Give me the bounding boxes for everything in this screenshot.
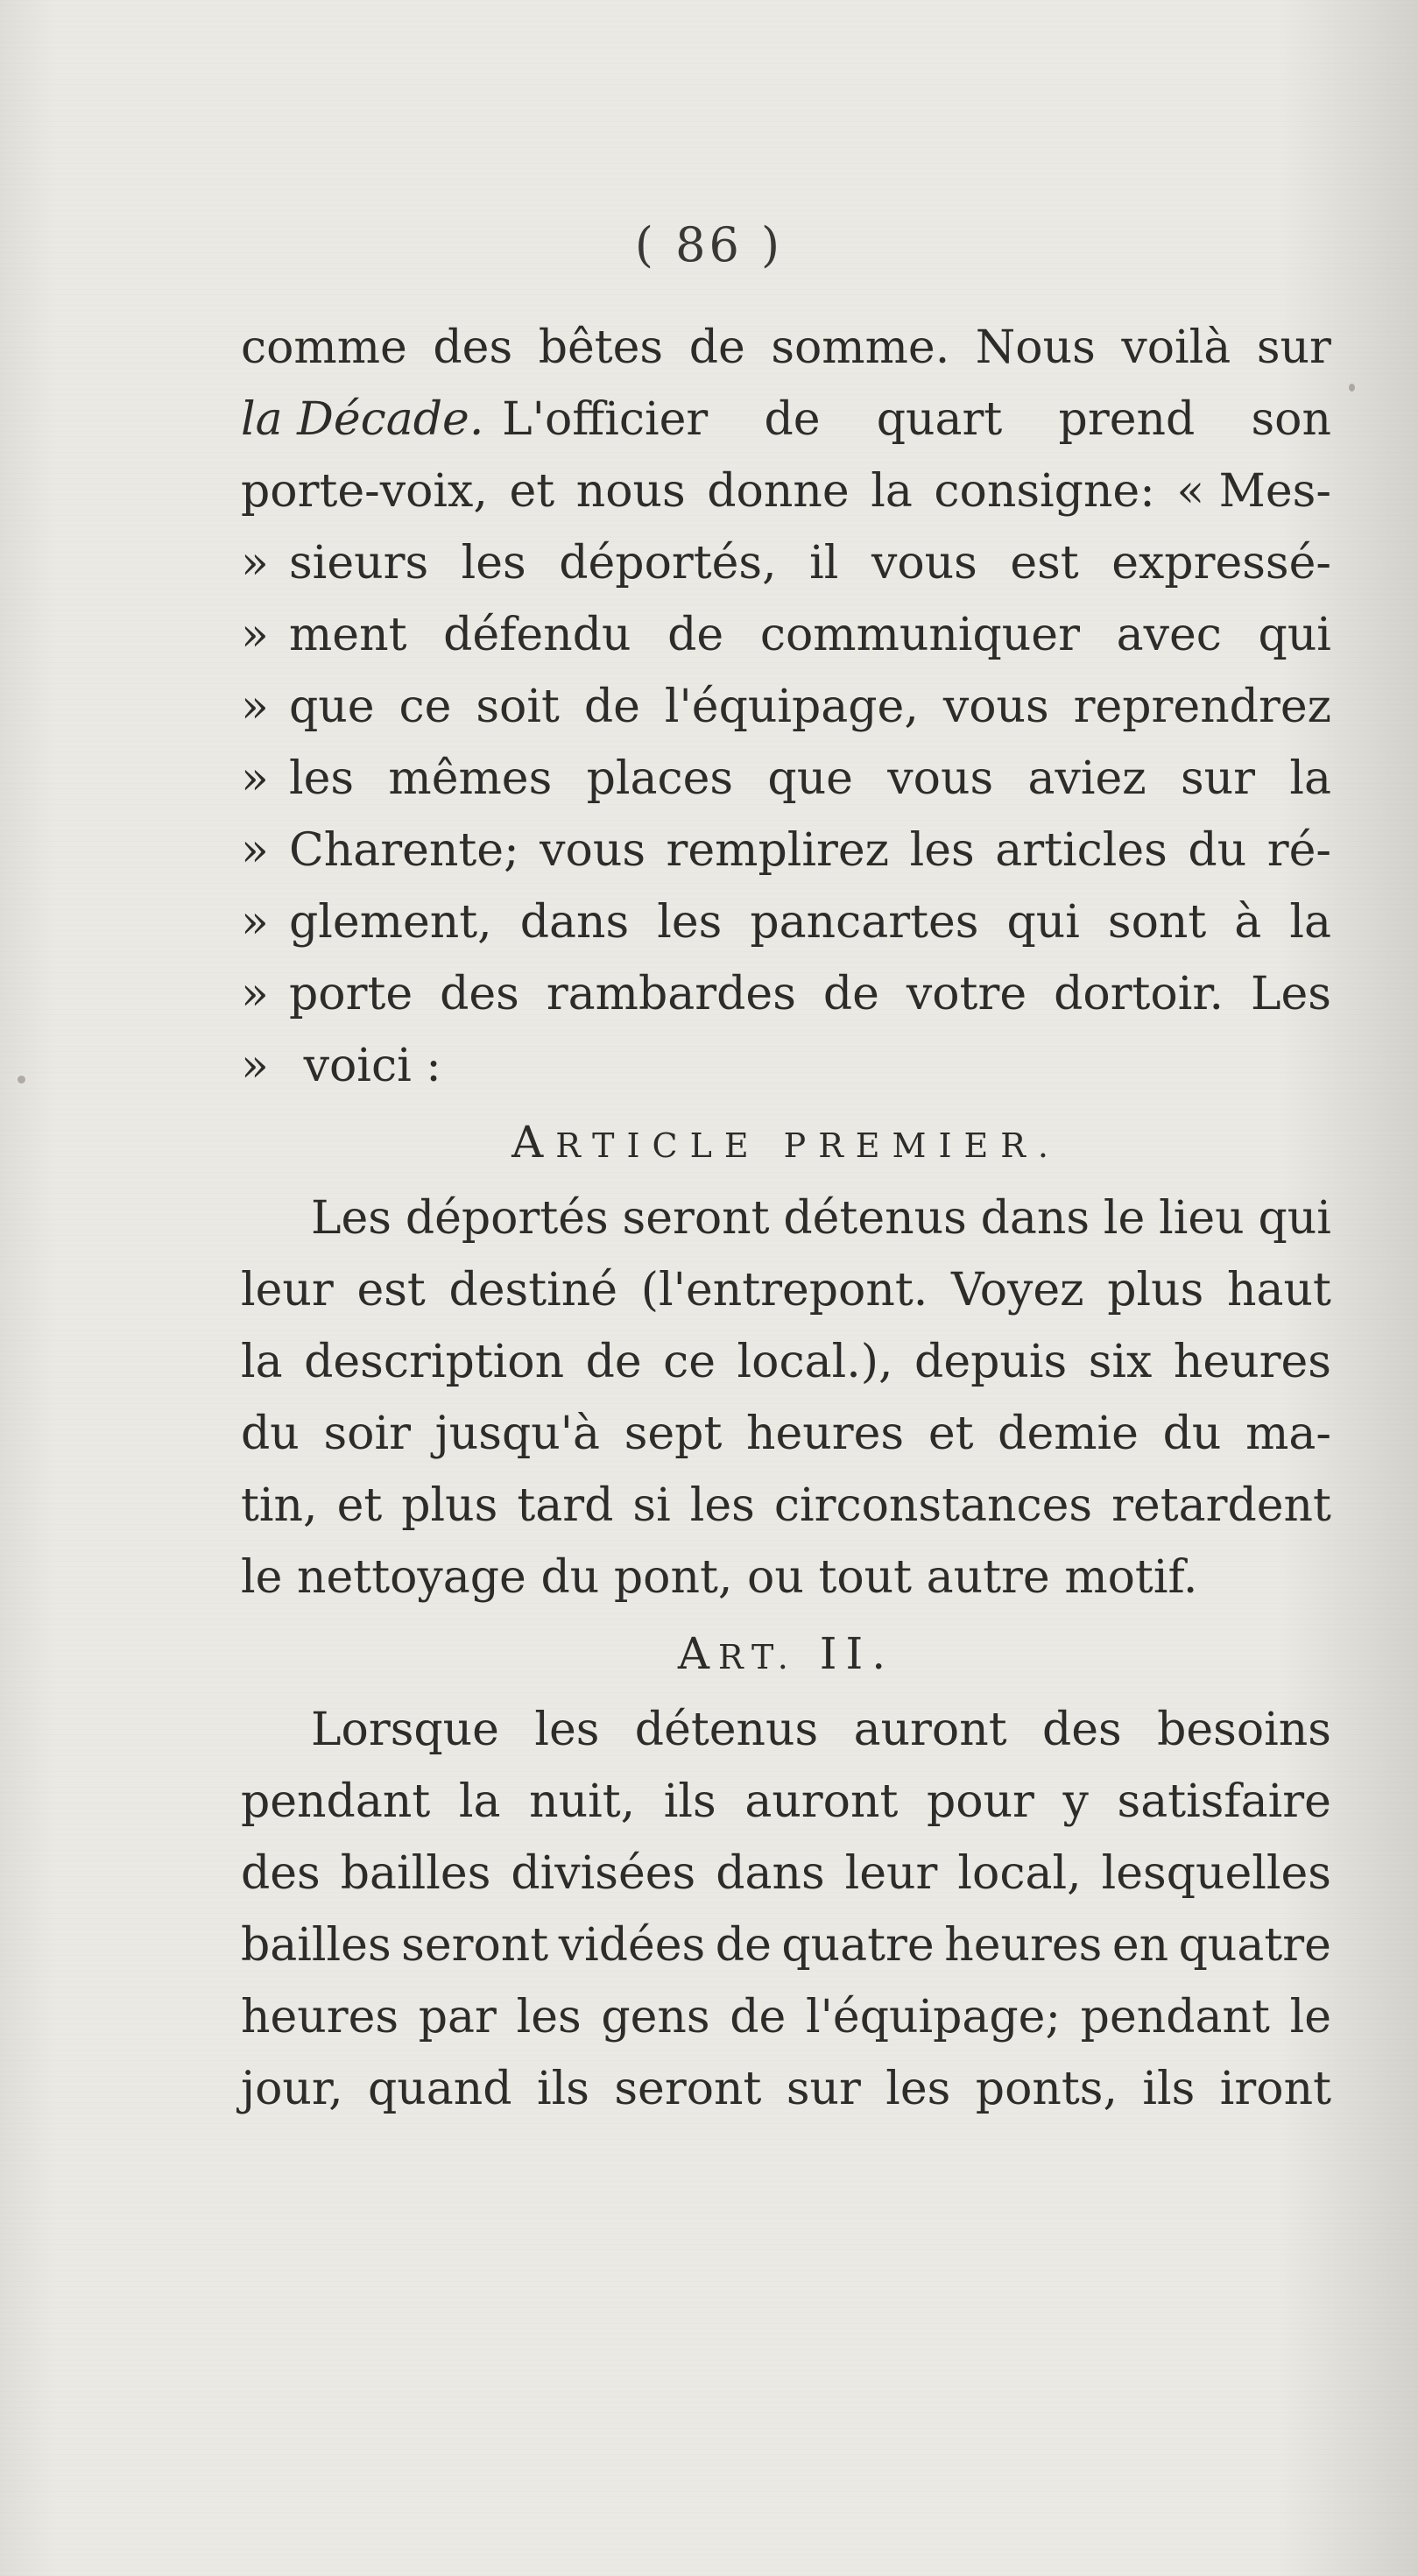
quote-mark: »	[241, 824, 269, 877]
word: de	[730, 1991, 787, 2043]
word: reprendrez	[1073, 681, 1331, 733]
word: ils	[1142, 2063, 1196, 2115]
word: heures	[746, 1408, 905, 1460]
word: si	[632, 1479, 671, 1532]
word: voilà	[1121, 321, 1231, 374]
word: avec	[1116, 609, 1222, 661]
quoted-line	[241, 815, 1331, 886]
word: de	[583, 681, 640, 733]
word: ils	[663, 1775, 716, 1828]
word: les	[516, 1991, 582, 2043]
word: de	[585, 1336, 642, 1388]
word: des	[433, 321, 513, 374]
word: Les	[311, 1192, 392, 1245]
word: les	[657, 896, 723, 949]
heading-capital: A	[511, 1117, 556, 1168]
quote-mark: »	[241, 752, 269, 805]
word: Nous	[975, 321, 1096, 374]
word: gens	[601, 1991, 710, 2043]
quoted-line	[241, 958, 1331, 1030]
word: ponts,	[975, 2063, 1118, 2115]
word: tout	[818, 1551, 913, 1604]
word: plus	[1107, 1264, 1204, 1316]
word: jusqu'à	[434, 1408, 601, 1460]
word: des	[440, 968, 519, 1020]
word: quatre	[1178, 1919, 1331, 1972]
word: description	[304, 1336, 565, 1388]
word-group	[289, 743, 1331, 815]
quote-mark: »	[241, 681, 269, 733]
word: le	[1289, 1991, 1331, 2043]
word: pancartes	[750, 896, 979, 949]
word-group	[289, 815, 1331, 886]
word: de	[822, 968, 879, 1020]
word: vous	[887, 752, 994, 805]
word: lieu	[1159, 1192, 1245, 1245]
word: prend	[1058, 393, 1196, 446]
word: du	[540, 1551, 600, 1604]
word: porte-voix,	[241, 465, 488, 518]
word: seront	[622, 1192, 770, 1245]
word: l'équipage;	[806, 1991, 1061, 2043]
text-line	[241, 384, 1331, 455]
word: quart	[876, 393, 1003, 446]
word: la	[871, 465, 913, 518]
word: glement,	[289, 896, 492, 949]
word: local.),	[737, 1336, 893, 1388]
word: L'officier	[502, 393, 709, 446]
word: pour	[926, 1775, 1034, 1828]
word: la	[1289, 896, 1331, 949]
word: pendant	[1080, 1991, 1270, 2043]
word: satisfaire	[1117, 1775, 1331, 1828]
word: pont,	[613, 1551, 733, 1604]
text-line	[241, 1398, 1331, 1470]
word: les	[885, 2063, 951, 2115]
word: le	[1103, 1192, 1146, 1245]
word: places	[586, 752, 734, 805]
word: circonstances	[773, 1479, 1093, 1532]
word: qui	[1258, 609, 1331, 661]
heading-smallcaps: RT.	[718, 1638, 797, 1676]
word: déportés,	[559, 537, 777, 589]
word: de	[667, 609, 724, 661]
word: Les	[1251, 968, 1331, 1020]
word: défendu	[443, 609, 631, 661]
word: haut	[1227, 1264, 1331, 1316]
word: articles	[995, 824, 1168, 877]
word-group	[289, 958, 1331, 1030]
word: dans	[519, 896, 630, 949]
word: que	[289, 681, 375, 733]
word: de	[764, 393, 821, 446]
word: voici :	[303, 1040, 441, 1092]
word: la	[241, 1336, 283, 1388]
word: sept	[624, 1408, 723, 1460]
word: les	[534, 1704, 600, 1756]
word: somme.	[771, 321, 950, 374]
word: tin,	[241, 1479, 318, 1532]
word: des	[1041, 1704, 1122, 1756]
word-group	[289, 886, 1331, 958]
word: Charente;	[289, 824, 519, 877]
word: besoins	[1157, 1704, 1331, 1756]
word: jour,	[241, 2063, 343, 2115]
word: nuit,	[529, 1775, 636, 1828]
text-line	[241, 455, 1331, 527]
word: motif.	[1064, 1551, 1198, 1604]
word: de	[688, 321, 745, 374]
word: qui	[1006, 896, 1080, 949]
word: les	[909, 824, 975, 877]
word-group	[304, 1030, 1331, 1102]
word: détenus	[783, 1192, 967, 1245]
word: sont	[1107, 896, 1207, 949]
word: les	[461, 537, 526, 589]
word: heures	[944, 1919, 1103, 1972]
text-line	[241, 1542, 1331, 1613]
word: la	[1289, 752, 1331, 805]
word: (l'entrepont.	[640, 1264, 928, 1316]
text-line	[241, 1694, 1331, 1766]
quote-mark: »	[241, 609, 269, 661]
word: et	[509, 465, 555, 518]
word: « Mes-	[1176, 465, 1331, 518]
word: retardent	[1111, 1479, 1331, 1532]
word: les	[289, 752, 355, 805]
word: nous	[575, 465, 686, 518]
word: il	[809, 537, 839, 589]
word: des	[241, 1847, 321, 1900]
word: vous	[942, 681, 1049, 733]
word: Lorsque	[311, 1704, 499, 1756]
word: et	[928, 1408, 974, 1460]
quoted-line	[241, 671, 1331, 743]
word: destiné	[448, 1264, 618, 1316]
body-text	[241, 312, 1331, 2125]
quote-mark: »	[241, 896, 269, 949]
word-group	[289, 671, 1331, 743]
text-line	[241, 1254, 1331, 1326]
quoted-line	[241, 1030, 1331, 1102]
word: Voyez	[950, 1264, 1084, 1316]
word: soir	[323, 1408, 411, 1460]
text-line	[241, 2053, 1331, 2125]
text-line	[241, 1981, 1331, 2053]
word: ce	[399, 681, 452, 733]
word: la	[458, 1775, 501, 1828]
word: de	[715, 1919, 772, 1972]
word-group	[502, 384, 1331, 455]
word: quatre	[781, 1919, 935, 1972]
article-heading	[241, 1102, 1331, 1182]
word: est	[356, 1264, 426, 1316]
article-heading	[241, 1613, 1331, 1694]
word: dortoir.	[1054, 968, 1224, 1020]
page-number: ( 86 )	[634, 217, 784, 272]
word: ma-	[1245, 1408, 1331, 1460]
word: quand	[368, 2063, 512, 2115]
word: leur	[844, 1847, 938, 1900]
word-group	[289, 599, 1331, 671]
word: sieurs	[289, 537, 429, 589]
word: bêtes	[538, 321, 664, 374]
word: consigne:	[934, 465, 1155, 518]
word: nettoyage	[297, 1551, 526, 1604]
heading-capital: A	[677, 1628, 718, 1679]
word: demie	[998, 1408, 1139, 1460]
quoted-line	[241, 599, 1331, 671]
text-line	[241, 1182, 1331, 1254]
word: plus	[401, 1479, 498, 1532]
paper-spot	[18, 1076, 25, 1083]
word: et	[336, 1479, 383, 1532]
word: vous	[871, 537, 977, 589]
word: auront	[853, 1704, 1007, 1756]
quote-mark: »	[241, 968, 269, 1020]
word: qui	[1258, 1192, 1331, 1245]
word: auront	[744, 1775, 899, 1828]
word: détenus	[634, 1704, 819, 1756]
heading-smallcaps: RTICLE PREMIER.	[555, 1126, 1061, 1165]
quoted-line	[241, 743, 1331, 815]
word: à	[1234, 896, 1262, 949]
word: est	[1010, 537, 1079, 589]
word: dans	[716, 1847, 825, 1900]
quoted-line	[241, 527, 1331, 599]
word: divisées	[511, 1847, 696, 1900]
word: ce	[663, 1336, 716, 1388]
word: soit	[476, 681, 560, 733]
word: le	[241, 1551, 283, 1604]
word: du	[241, 1408, 300, 1460]
word: heures	[1173, 1336, 1331, 1388]
text-line	[241, 1838, 1331, 1909]
word: que	[767, 752, 853, 805]
word: par	[418, 1991, 497, 2043]
word: votre	[906, 968, 1027, 1020]
word: heures	[241, 1991, 399, 2043]
word: son	[1251, 393, 1331, 446]
word: du	[1162, 1408, 1222, 1460]
text-line	[241, 1470, 1331, 1542]
ship-name: la Décade.	[241, 393, 484, 446]
word: ils	[537, 2063, 589, 2115]
word: porte	[289, 968, 413, 1020]
word: depuis	[914, 1336, 1068, 1388]
word: iront	[1219, 2063, 1331, 2115]
word: en	[1111, 1919, 1169, 1972]
word: comme	[241, 321, 407, 374]
word: leur	[241, 1264, 334, 1316]
word: seront	[614, 2063, 762, 2115]
word: six	[1088, 1336, 1153, 1388]
word: remplirez	[666, 824, 890, 877]
word: dans	[980, 1192, 1090, 1245]
quote-mark: »	[241, 1040, 269, 1092]
word: local,	[957, 1847, 1082, 1900]
text-line	[241, 1326, 1331, 1398]
quote-mark: »	[241, 537, 269, 589]
heading-number: II.	[819, 1628, 895, 1679]
word: vidées	[558, 1919, 706, 1972]
word: seront	[401, 1919, 549, 1972]
paper-spot	[1349, 384, 1355, 392]
word-group	[289, 527, 1331, 599]
word: déportés	[405, 1192, 609, 1245]
word: pendant	[241, 1775, 431, 1828]
word: l'équipage,	[664, 681, 919, 733]
word: expressé-	[1111, 537, 1331, 589]
word: donne	[707, 465, 850, 518]
word: bailles	[340, 1847, 491, 1900]
word: ment	[289, 609, 407, 661]
quoted-line	[241, 886, 1331, 958]
word: communiquer	[759, 609, 1080, 661]
word: tard	[517, 1479, 614, 1532]
word: rambardes	[546, 968, 796, 1020]
word: lesquelles	[1101, 1847, 1331, 1900]
word: sur	[786, 2063, 861, 2115]
word: ou	[747, 1551, 804, 1604]
word: du	[1188, 824, 1247, 877]
word: sur	[1180, 752, 1255, 805]
word: autre	[926, 1551, 1050, 1604]
text-line	[241, 1909, 1331, 1981]
word: ré-	[1266, 824, 1331, 877]
word: mêmes	[388, 752, 553, 805]
word: les	[689, 1479, 755, 1532]
text-line	[241, 1766, 1331, 1838]
word: vous	[540, 824, 646, 877]
text-line	[241, 312, 1331, 384]
word: y	[1062, 1775, 1089, 1828]
word: sur	[1256, 321, 1331, 374]
word: aviez	[1027, 752, 1146, 805]
word: bailles	[241, 1919, 392, 1972]
